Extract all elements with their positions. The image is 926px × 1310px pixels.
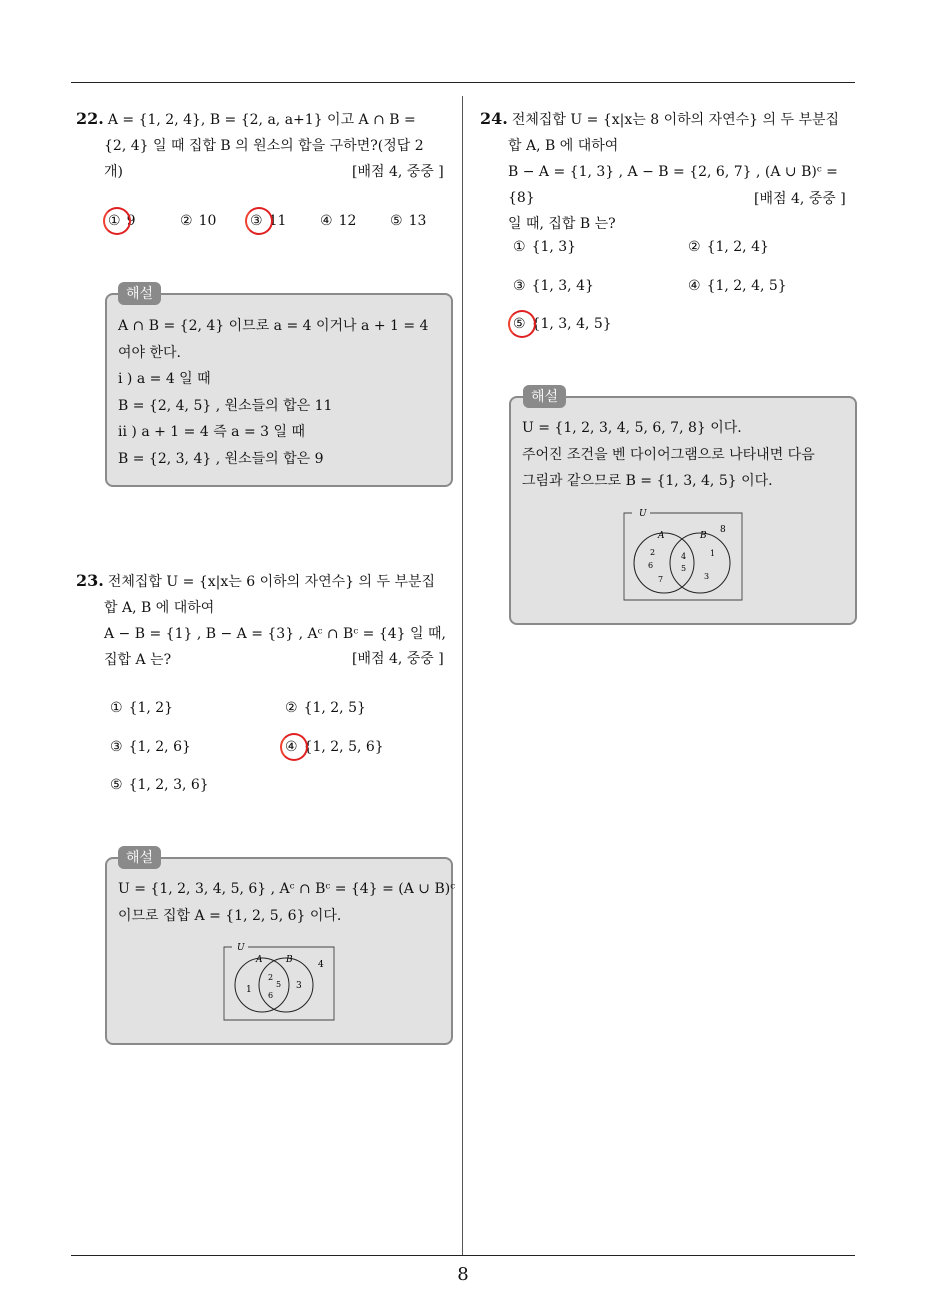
q23-choice-2[interactable]: ② {1, 2, 5} (285, 700, 366, 716)
svg-text:7: 7 (658, 575, 664, 584)
q24-choice-5[interactable]: ⑤ {1, 3, 4, 5} (513, 316, 612, 332)
question-23-line-2: 합 A, B 에 대하여 (104, 600, 215, 616)
svg-text:1: 1 (246, 985, 252, 995)
circled-1-icon: ① (513, 239, 526, 255)
q24-solution-title: 해설 (523, 385, 566, 408)
question-23-number: 23. (76, 571, 104, 590)
q22-solution-text: A ∩ B = {2, 4} 이므로 a = 4 이거나 a + 1 = 4 여야 한다. i ) a = 4 일 때 B = {2, 4, 5} , 원소들의 합은 11 ii ) a + 1 = 4 즉 a = 3 일 때 B = {2, 3, 4} , 원소들의 합은 9 (118, 318, 429, 467)
circled-3-icon: ③ (250, 213, 263, 229)
q23-choice-1[interactable]: ① {1, 2} (110, 700, 174, 716)
question-23-line-4: 집합 A 는? (104, 652, 172, 668)
bottom-rule (71, 1255, 855, 1256)
svg-text:8: 8 (720, 525, 726, 535)
q22-choice-3[interactable]: ③ 11 (250, 213, 287, 229)
question-23-line-3: A − B = {1} , B − A = {3} , Aᶜ ∩ Bᶜ = {4} 일 때, (104, 626, 446, 642)
question-23-line-1: 23. 전체집합 U = {x|x는 6 이하의 자연수} 의 두 부분집 (76, 571, 436, 590)
circled-1-icon: ① (108, 213, 121, 229)
svg-text:6: 6 (648, 561, 654, 570)
svg-text:A: A (658, 531, 665, 541)
question-24-meta: [배점 4, 중중 ] (754, 191, 846, 207)
q24-choice-4[interactable]: ④ {1, 2, 4, 5} (688, 278, 787, 294)
svg-text:3: 3 (704, 572, 710, 581)
question-24-line-4: 일 때, 집합 B 는? (508, 216, 616, 232)
q22-solution-title: 해설 (118, 282, 161, 305)
svg-text:5: 5 (681, 564, 687, 573)
circled-2-icon: ② (180, 213, 193, 229)
q23-solution-text: U = {1, 2, 3, 4, 5, 6} , Aᶜ ∩ Bᶜ = {4} = (A ∪ B)ᶜ 이므로 집합 A = {1, 2, 5, 6} 이다. (118, 881, 456, 924)
q23-solution-title: 해설 (118, 846, 161, 869)
top-rule (71, 82, 855, 83)
circled-5-icon: ⑤ (513, 316, 526, 332)
q23-choice-5[interactable]: ⑤ {1, 2, 3, 6} (110, 777, 209, 793)
svg-text:3: 3 (296, 981, 302, 991)
question-24-line-3: B − A = {1, 3} , A − B = {2, 6, 7} , (A ∪ B)ᶜ = {8} (508, 164, 838, 206)
svg-text:5: 5 (276, 980, 282, 989)
question-22-line-3: 개) (104, 164, 123, 180)
question-22-line-2: {2, 4} 일 때 집합 B 의 원소의 합을 구하면?(정답 2 (104, 138, 424, 154)
circled-1-icon: ① (110, 700, 123, 716)
circled-4-icon: ④ (320, 213, 333, 229)
q22-choice-5[interactable]: ⑤ 13 (390, 213, 427, 229)
column-divider (462, 96, 463, 1256)
question-24 (480, 106, 860, 237)
circled-4-icon: ④ (285, 739, 298, 755)
svg-text:6: 6 (268, 991, 274, 1000)
circled-5-icon: ⑤ (110, 777, 123, 793)
svg-text:4: 4 (318, 960, 324, 970)
q22-choice-2[interactable]: ② 10 (180, 213, 217, 229)
q23-venn-diagram (220, 940, 338, 1024)
svg-text:2: 2 (650, 548, 656, 557)
q24-solution-text: U = {1, 2, 3, 4, 5, 6, 7, 8} 이다. 주어진 조건을 벤 다이어그램으로 나타내면 다음 그림과 같으므로 B = {1, 3, 4, 5} 이다. (522, 420, 815, 489)
question-23-meta: [배점 4, 중중 ] (352, 651, 444, 667)
question-24-line-2: 합 A, B 에 대하여 (508, 138, 619, 154)
question-24-line-1: 24. 전체집합 U = {x|x는 8 이하의 자연수} 의 두 부분집 (480, 109, 840, 128)
circled-3-icon: ③ (513, 278, 526, 294)
page-number: 8 (457, 1264, 469, 1285)
circled-2-icon: ② (285, 700, 298, 716)
venn-u-label: U (639, 509, 647, 519)
q23-choice-4[interactable]: ④ {1, 2, 5, 6} (285, 739, 384, 755)
circled-5-icon: ⑤ (390, 213, 403, 229)
q22-choice-1[interactable]: ① 9 (108, 213, 136, 229)
question-22-meta: [배점 4, 중중 ] (352, 164, 444, 180)
q22-choice-4[interactable]: ④ 12 (320, 213, 357, 229)
question-22-number: 22. (76, 109, 104, 128)
svg-text:B: B (286, 955, 293, 965)
svg-text:A: A (256, 955, 263, 965)
q24-venn-diagram (620, 505, 746, 603)
circled-4-icon: ④ (688, 278, 701, 294)
svg-text:B: B (700, 531, 707, 541)
q23-choice-3[interactable]: ③ {1, 2, 6} (110, 739, 191, 755)
svg-text:2: 2 (268, 973, 274, 982)
q24-choice-1[interactable]: ① {1, 3} (513, 239, 577, 255)
q24-choice-2[interactable]: ② {1, 2, 4} (688, 239, 769, 255)
question-22-line-1: 22. A = {1, 2, 4}, B = {2, a, a+1} 이고 A ∩ B = (76, 109, 416, 128)
svg-text:1: 1 (710, 549, 716, 558)
venn-u-label: U (237, 943, 245, 953)
question-24-number: 24. (480, 109, 508, 128)
circled-3-icon: ③ (110, 739, 123, 755)
svg-text:4: 4 (681, 552, 687, 561)
q24-choice-3[interactable]: ③ {1, 3, 4} (513, 278, 594, 294)
circled-2-icon: ② (688, 239, 701, 255)
